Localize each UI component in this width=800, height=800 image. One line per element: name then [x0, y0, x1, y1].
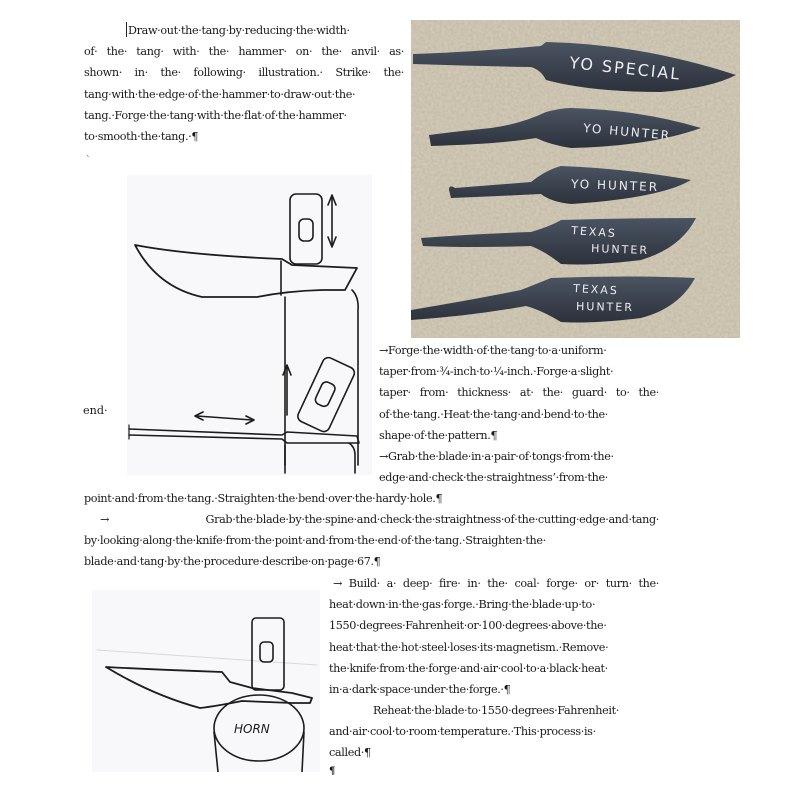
empty-paragraph-mark: ¶	[329, 766, 336, 777]
text-line: taper·from·¾-inch·to·¼-inch.·Forge·a·slight·	[379, 365, 614, 379]
sketch-svg	[127, 175, 372, 475]
paragraph-grab-spine	[84, 509, 659, 573]
blade-label: YO HUNTER	[582, 121, 672, 143]
paragraph-build-fire	[329, 573, 659, 700]
text-line: of·the·tang.·Heat·the·tang·and·bend·to·the·	[379, 407, 608, 421]
text-line: Reheat·the·blade·to·1550·degrees·Fahrenheit·	[373, 704, 619, 717]
text-line: 1550·degrees·Fahrenheit·or·100·degrees·above·the·	[329, 619, 607, 633]
text-line: and·air·cool·to·room·temperature.·This·process·is·	[329, 725, 596, 739]
text-line: heat·that·the·hot·steel·loses·its·magnetism.·Remove·	[329, 640, 609, 654]
blade-label: HUNTER	[575, 300, 635, 315]
text-line: shape·of·the·pattern.¶	[379, 428, 498, 442]
text-line: to·smooth·the·tang.·¶	[84, 130, 199, 144]
stray-mark: `	[86, 156, 91, 166]
paragraph-grab-tongs-cont	[84, 488, 659, 509]
paragraph-forge-width	[379, 340, 659, 446]
text-line: in·a·dark·space·under·the·forge.·¶	[329, 683, 511, 697]
text-line: of· the· tang· with· the· hammer· on· the· anvil· as·	[84, 45, 404, 59]
sketch-svg	[92, 590, 320, 772]
blade-label: TEXAS	[570, 224, 618, 241]
text-cursor	[126, 22, 127, 37]
text-line: blade·and·tang·by·the·procedure·describe·on·page·67.¶	[84, 555, 381, 569]
blade-label: YO HUNTER	[570, 177, 660, 195]
text-line: taper· from· thickness· at· the· guard· to· the·	[379, 386, 659, 400]
text-line: shown· in· the· following· illustration.· Strike· the·	[84, 66, 404, 80]
hammer-icon	[252, 618, 284, 690]
text-line: heat·down·in·the·gas·forge.·Bring·the·blade·up·to·	[329, 598, 596, 612]
blade-label: TEXAS	[572, 282, 620, 298]
text-line: →Grab·the·blade·in·a·pair·of·tongs·from·the·	[379, 450, 614, 463]
text-line: →Forge·the·width·of·the·tang·to·a·uniform·	[379, 344, 607, 357]
blade-label: HUNTER	[590, 242, 650, 258]
text-line: Draw·out·the·tang·by·reducing·the·width·	[128, 24, 350, 37]
text-line: called·¶	[329, 746, 371, 760]
text-line: edge·and·check·the·straightness’·from·the·	[379, 471, 608, 485]
paragraph-grab-tongs	[379, 446, 659, 488]
knife-blade-sketch	[135, 245, 357, 297]
knife-blade-sketch	[106, 667, 312, 708]
text-line: point·and·from·the·tang.·Straighten·the·bend·over·the·hardy·hole.¶	[84, 492, 443, 505]
paragraph-draw-out-tang	[84, 20, 404, 147]
hammer-icon	[290, 194, 322, 264]
text-line: by·looking·along·the·knife·from·the·point·and·from·the·end·of·the·tang.·Straighten·the·	[84, 534, 546, 548]
text-line: tang.·Forge·the·tang·with·the·flat·of·the·hammer·	[84, 108, 347, 122]
photo-svg	[411, 20, 740, 338]
horn-label: HORN	[234, 722, 270, 736]
text-line: → Build· a· deep· fire· in· the· coal· forge· or· turn· the·	[333, 577, 659, 590]
text-line: the·knife·from·the·forge·and·air·cool·to·a·black·heat·	[329, 661, 608, 675]
knife-blanks-photo	[411, 20, 740, 338]
sketch-draw-out-tang	[127, 175, 372, 475]
text-line: → Grab·the·blade·by·the·spine·and·check·the·straightness·of·the·cutting·edge·and·tang·	[100, 513, 659, 526]
sketch-horn	[92, 590, 320, 772]
blade-label: YO SPECIAL	[568, 53, 683, 84]
margin-word-end: end·	[83, 404, 108, 417]
paragraph-reheat	[329, 700, 659, 764]
text-line: tang·with·the·edge·of·the·hammer·to·draw·out·the·	[84, 87, 356, 101]
